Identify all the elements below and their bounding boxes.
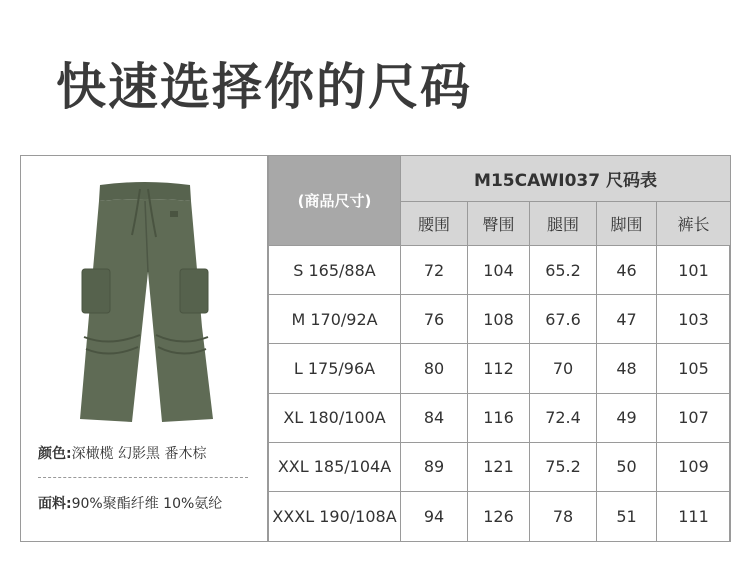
color-label: 颜色: — [38, 446, 72, 462]
column-header: 裤长 — [657, 202, 731, 246]
size-cell: L 175/96A — [269, 344, 401, 393]
value-cell: 65.2 — [530, 246, 597, 295]
dashed-divider — [38, 477, 248, 478]
value-cell: 72.4 — [530, 393, 597, 442]
value-cell: 89 — [401, 442, 468, 491]
column-header: 腰围 — [401, 202, 468, 246]
value-cell: 84 — [401, 393, 468, 442]
color-spec — [38, 443, 207, 463]
page-title: 快速选择你的尺码 — [56, 58, 472, 116]
table-row — [269, 295, 731, 344]
column-header: 臀围 — [468, 202, 530, 246]
value-cell: 109 — [657, 442, 731, 491]
value-cell: 70 — [530, 344, 597, 393]
table-row — [269, 393, 731, 442]
material-label: 面料: — [38, 496, 72, 512]
material-value: 90%聚酯纤维 10%氨纶 — [71, 496, 223, 512]
table-row — [269, 246, 731, 295]
table-title: M15CAWI037 尺码表 — [401, 156, 731, 202]
table-row — [269, 344, 731, 393]
value-cell: 111 — [657, 491, 731, 541]
size-cell: XL 180/100A — [269, 393, 401, 442]
value-cell: 105 — [657, 344, 731, 393]
value-cell: 51 — [597, 491, 657, 541]
value-cell: 94 — [401, 491, 468, 541]
column-header: 腿围 — [530, 202, 597, 246]
value-cell: 116 — [468, 393, 530, 442]
size-cell: S 165/88A — [269, 246, 401, 295]
size-cell: M 170/92A — [269, 295, 401, 344]
product-panel — [20, 155, 268, 542]
value-cell: 104 — [468, 246, 530, 295]
table-row — [269, 442, 731, 491]
size-cell: XXXL 190/108A — [269, 491, 401, 541]
value-cell: 101 — [657, 246, 731, 295]
value-cell: 49 — [597, 393, 657, 442]
size-column-header: (商品尺寸) — [269, 156, 401, 246]
size-cell: XXL 185/104A — [269, 442, 401, 491]
value-cell: 103 — [657, 295, 731, 344]
value-cell: 108 — [468, 295, 530, 344]
value-cell: 72 — [401, 246, 468, 295]
material-spec — [38, 493, 222, 513]
value-cell: 75.2 — [530, 442, 597, 491]
table-row — [269, 491, 731, 541]
value-cell: 47 — [597, 295, 657, 344]
value-cell: 126 — [468, 491, 530, 541]
value-cell: 80 — [401, 344, 468, 393]
size-table — [268, 155, 731, 542]
value-cell: 112 — [468, 344, 530, 393]
value-cell: 67.6 — [530, 295, 597, 344]
column-header: 脚围 — [597, 202, 657, 246]
value-cell: 48 — [597, 344, 657, 393]
value-cell: 76 — [401, 295, 468, 344]
value-cell: 107 — [657, 393, 731, 442]
value-cell: 46 — [597, 246, 657, 295]
value-cell: 121 — [468, 442, 530, 491]
value-cell: 78 — [530, 491, 597, 541]
value-cell: 50 — [597, 442, 657, 491]
cargo-pants-image — [70, 177, 220, 422]
color-value: 深橄榄 幻影黑 番木棕 — [71, 446, 207, 462]
